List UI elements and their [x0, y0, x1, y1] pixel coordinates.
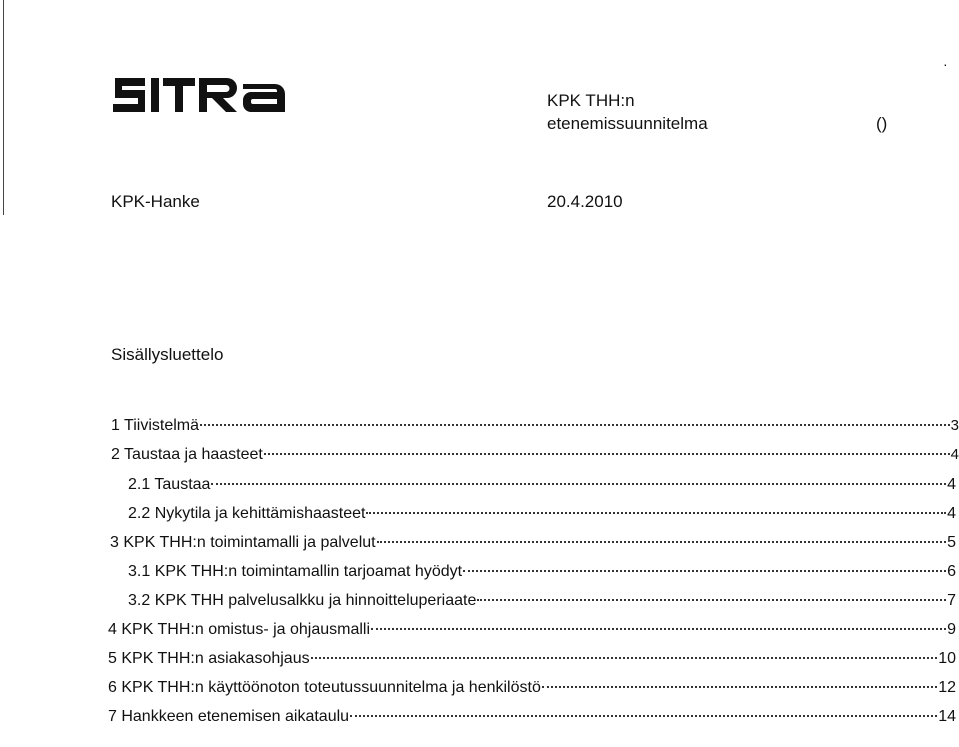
- toc-item[interactable]: [128, 475, 956, 495]
- toc-leader-dots: [542, 686, 937, 688]
- toc-leader-dots: [350, 715, 937, 717]
- toc-item-page: 9: [947, 621, 956, 638]
- toc-item-label: 2 Taustaa ja haasteet: [111, 446, 263, 463]
- toc-item-page: 4: [947, 505, 956, 522]
- toc-item-label: 2.2 Nykytila ja kehittämishaasteet: [128, 505, 366, 522]
- toc-item-label: 2.1 Taustaa: [128, 476, 211, 493]
- toc-item-label: 6 KPK THH:n käyttöönoton toteutussuunnitelma ja henkilöstö: [108, 679, 541, 696]
- toc-item-label: 4 KPK THH:n omistus- ja ohjausmalli: [108, 621, 371, 638]
- toc-item-page: 5: [947, 534, 956, 551]
- toc-item-page: 12: [938, 679, 956, 696]
- toc-item[interactable]: [108, 678, 956, 698]
- toc-leader-dots: [264, 453, 950, 455]
- toc-leader-dots: [463, 570, 946, 572]
- toc-item-page: 4: [950, 446, 959, 463]
- toc-item[interactable]: [108, 620, 956, 640]
- toc-item-page: 3: [950, 417, 959, 434]
- toc-item-page: 4: [947, 476, 956, 493]
- toc-leader-dots: [477, 599, 946, 601]
- toc-leader-dots: [200, 424, 950, 426]
- toc-item[interactable]: [111, 445, 959, 465]
- toc-item-page: 14: [938, 708, 956, 725]
- document-date: 20.4.2010: [547, 192, 623, 211]
- page-edge-line: [3, 0, 4, 215]
- sitra-logo: [113, 72, 291, 118]
- project-name: KPK-Hanke: [111, 192, 200, 211]
- toc-leader-dots: [377, 541, 947, 543]
- toc-item-label: 1 Tiivistelmä: [111, 417, 200, 434]
- toc-item[interactable]: [111, 416, 959, 436]
- toc-item[interactable]: [110, 533, 956, 553]
- toc-item-label: 3.2 KPK THH palvelusalkku ja hinnoitteluperiaate: [128, 592, 477, 609]
- toc-heading: Sisällysluettelo: [111, 345, 224, 364]
- toc-leader-dots: [366, 512, 946, 514]
- toc-item-label: 7 Hankkeen etenemisen aikataulu: [108, 708, 350, 725]
- toc-item-label: 3 KPK THH:n toimintamalli ja palvelut: [110, 534, 376, 551]
- toc-item-page: 6: [947, 563, 956, 580]
- toc-item-page: 10: [938, 650, 956, 667]
- document-title: [547, 89, 708, 135]
- toc-item[interactable]: [128, 504, 956, 524]
- toc-item-label: 3.1 KPK THH:n toimintamallin tarjoamat hyödyt: [128, 563, 463, 580]
- toc-item-label: 5 KPK THH:n asiakasohjaus: [108, 650, 310, 667]
- toc-item[interactable]: [108, 707, 956, 727]
- toc-leader-dots: [211, 483, 946, 485]
- toc-item[interactable]: [128, 591, 956, 611]
- toc-item[interactable]: [108, 649, 956, 669]
- document-title-line2: etenemissuunnitelma: [547, 114, 708, 133]
- version-field: (): [876, 114, 888, 133]
- toc-leader-dots: [311, 657, 938, 659]
- toc-item[interactable]: [128, 562, 956, 582]
- toc-item-page: 7: [947, 592, 956, 609]
- document-title-line1: KPK THH:n: [547, 91, 635, 110]
- toc-leader-dots: [371, 628, 946, 630]
- scan-dot: ·: [943, 56, 948, 72]
